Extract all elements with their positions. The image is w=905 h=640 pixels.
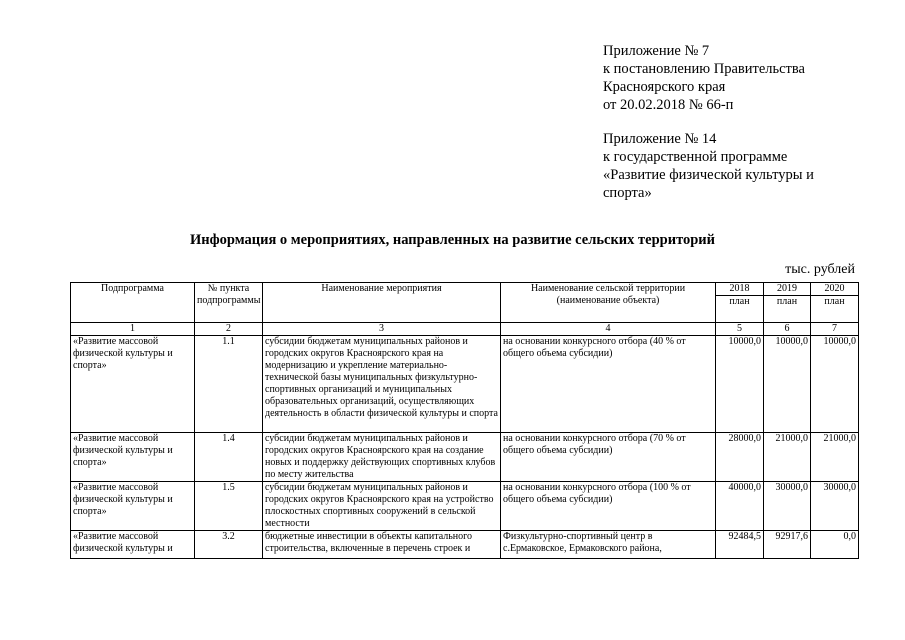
- cell-territory: Физкультурно-спортивный центр в с.Ермаковское, Ермаковского района,: [501, 531, 716, 559]
- column-index: 6: [764, 323, 811, 336]
- cell-subprogram: «Развитие массовой физической культуры и: [71, 531, 195, 559]
- cell-event: субсидии бюджетам муниципальных районов и городских округов Красноярского края на устройство плоскостных спортивных сооружений в сельской местности: [263, 482, 501, 531]
- table-row: [71, 531, 859, 559]
- cell-value-2020: 21000,0: [811, 433, 859, 482]
- header-year-2020: 2020: [811, 283, 859, 296]
- cell-event: бюджетные инвестиции в объекты капитального строительства, включенные в перечень строек и: [263, 531, 501, 559]
- cell-value-2018: 40000,0: [716, 482, 764, 531]
- units-label: тыс. рублей: [785, 262, 855, 277]
- annex-line: Приложение № 7: [603, 43, 710, 59]
- header-event-name: Наименование мероприятия: [263, 283, 501, 323]
- header-subprogram: Подпрограмма: [71, 283, 195, 323]
- annex-line: к государственной программе: [603, 149, 788, 165]
- annex-line: спорта»: [603, 185, 652, 201]
- annex-line: Приложение № 14: [603, 131, 717, 147]
- table-header-row: [71, 283, 859, 296]
- header-year-2019: 2019: [764, 283, 811, 296]
- column-index-row: [71, 323, 859, 336]
- annex-14-header: [603, 130, 814, 202]
- annex-line: Красноярского края: [603, 79, 726, 95]
- header-plan: план: [716, 296, 764, 323]
- cell-value-2018: 28000,0: [716, 433, 764, 482]
- cell-event: субсидии бюджетам муниципальных районов и городских округов Красноярского края на создание новых и поддержку действующих спортивных клубов по месту жительства: [263, 433, 501, 482]
- column-index: 1: [71, 323, 195, 336]
- cell-territory: на основании конкурсного отбора (40 % от общего объема субсидии): [501, 336, 716, 433]
- cell-territory: на основании конкурсного отбора (70 % от общего объема субсидии): [501, 433, 716, 482]
- cell-event: субсидии бюджетам муниципальных районов и городских округов Красноярского края на модернизацию и укрепление материально-технической базы муниципальных физкультурно-спортивных организаций и муниципальных образовательных организаций, осуществляющих деятельность в области физической культуры и спорта: [263, 336, 501, 433]
- column-index: 3: [263, 323, 501, 336]
- cell-subprogram: «Развитие массовой физической культуры и спорта»: [71, 336, 195, 433]
- table-row: [71, 336, 859, 433]
- cell-subprogram: «Развитие массовой физической культуры и спорта»: [71, 482, 195, 531]
- table-row: [71, 433, 859, 482]
- cell-item-no: 1.5: [195, 482, 263, 531]
- document-title: Информация о мероприятиях, направленных на развитие сельских территорий: [189, 232, 716, 248]
- column-index: 2: [195, 323, 263, 336]
- cell-subprogram: «Развитие массовой физической культуры и спорта»: [71, 433, 195, 482]
- cell-item-no: 3.2: [195, 531, 263, 559]
- cell-territory: на основании конкурсного отбора (100 % от общего объема субсидии): [501, 482, 716, 531]
- header-plan: план: [811, 296, 859, 323]
- cell-value-2019: 30000,0: [764, 482, 811, 531]
- cell-value-2018: 92484,5: [716, 531, 764, 559]
- column-index: 5: [716, 323, 764, 336]
- cell-value-2020: 10000,0: [811, 336, 859, 433]
- header-year-2018: 2018: [716, 283, 764, 296]
- header-territory: Наименование сельской территории (наименование объекта): [501, 283, 716, 323]
- header-plan: план: [764, 296, 811, 323]
- annex-7-header: [603, 42, 805, 114]
- annex-line: «Развитие физической культуры и: [603, 167, 814, 183]
- cell-item-no: 1.1: [195, 336, 263, 433]
- cell-value-2020: 0,0: [811, 531, 859, 559]
- cell-value-2020: 30000,0: [811, 482, 859, 531]
- cell-value-2019: 21000,0: [764, 433, 811, 482]
- events-table: [70, 282, 859, 559]
- table-row: [71, 482, 859, 531]
- cell-value-2019: 92917,6: [764, 531, 811, 559]
- cell-value-2018: 10000,0: [716, 336, 764, 433]
- column-index: 7: [811, 323, 859, 336]
- header-item-no: № пункта подпрограммы: [195, 283, 263, 323]
- annex-line: от 20.02.2018 № 66-п: [603, 97, 734, 113]
- column-index: 4: [501, 323, 716, 336]
- cell-value-2019: 10000,0: [764, 336, 811, 433]
- annex-line: к постановлению Правительства: [603, 61, 805, 77]
- cell-item-no: 1.4: [195, 433, 263, 482]
